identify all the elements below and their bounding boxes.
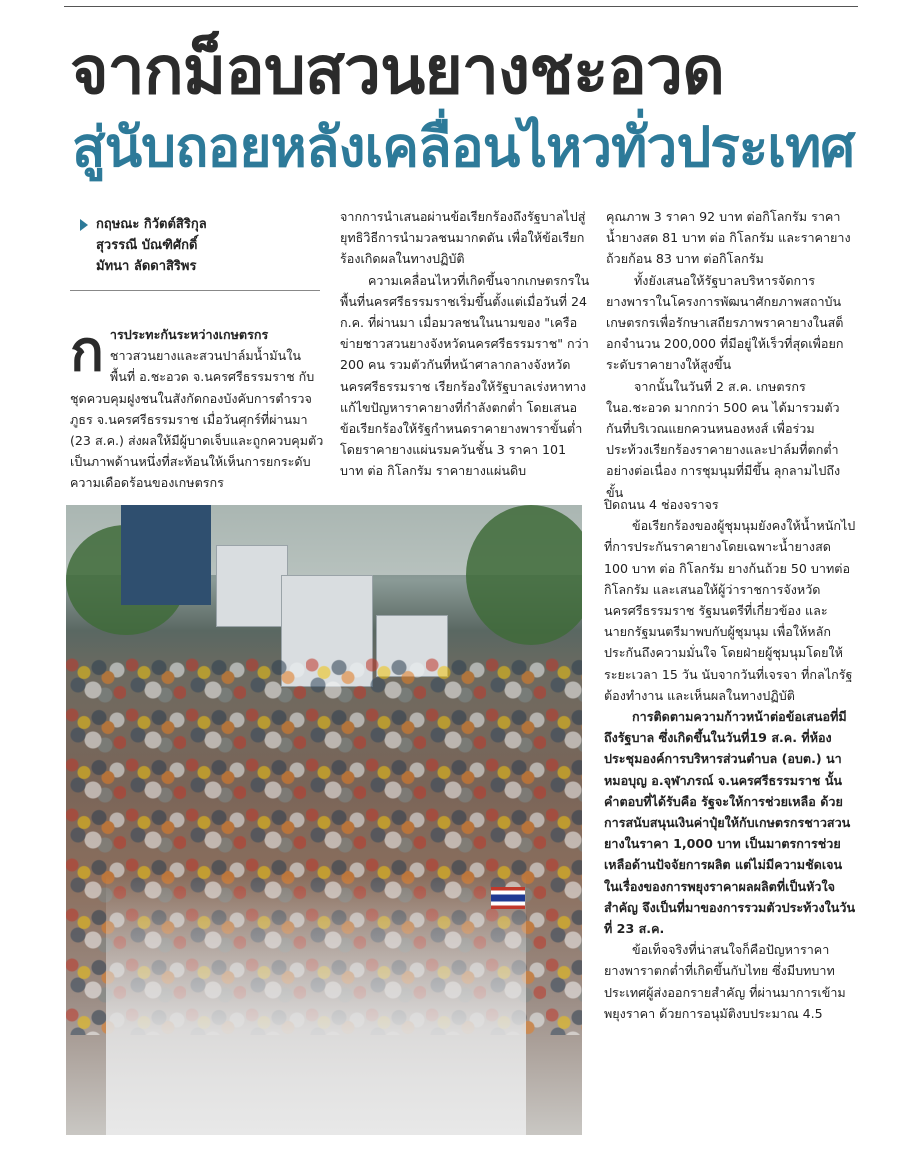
top-rule: [64, 6, 858, 7]
paragraph: ปิดถนน 4 ช่องจราจร: [604, 497, 719, 512]
photo-container-truck: [121, 505, 211, 605]
paragraph: จากการนำเสนอผ่านข้อเรียกร้องถึงรัฐบาลไปสู่ยุทธิวิธีการนำมวลชนมากดดัน เพื่อให้ข้อเรียกร้องเกิดผลในทางปฏิบัติ: [340, 209, 586, 267]
thai-flag-icon: [491, 887, 525, 909]
photo-truck: [216, 545, 288, 627]
paragraph: คุณภาพ 3 ราคา 92 บาท ต่อกิโลกรัม ราคาน้ำยางสด 81 บาท ต่อ กิโลกรัม และราคายางถ้วยก้อน 83 บาท ต่อกิโลกรัม: [606, 209, 851, 267]
paragraph: ความเคลื่อนไหวที่เกิดขึ้นจากเกษตรกรในพื้นที่นครศรีธรรมราชเริ่มขึ้นตั้งแต่เมื่อวันที่ 24 ก.ค. ที่ผ่านมา เมื่อมวลชนในนามของ "เครือข่ายชาวสวนยางจังหวัดนครศรีธรรมราช" กว่า 200 คน รวมตัวกันที่หน้าศาลากลางจังหวัดนครศรีธรรมราช เรียกร้องให้รัฐบาลเร่งหาทางแก้ไขปัญหาราคายางที่กำลังตกต่ำ โดยเสนอข้อเรียกร้องให้รัฐกำหนดราคายางพาราขั้นต่ำ โดยราคายางแผ่นรมควันชั้น 3 ราคา 101 บาท ต่อ กิโลกรัม ราคายางแผ่นดิบ: [340, 272, 590, 479]
article-column-3: [606, 206, 854, 503]
author-name: มัทนา ลัดดาสิริพร: [96, 259, 197, 274]
byline-divider: [70, 290, 320, 291]
article-column-2: [340, 206, 592, 482]
intro-paragraph: [70, 318, 326, 494]
photo-tree: [466, 505, 582, 645]
intro-lead: ารประทะกันระหว่างเกษตรกร: [109, 327, 269, 342]
paragraph: ทั้งยังเสนอให้รัฐบาลบริหารจัดการยางพาราในโครงการพัฒนาศักยภาพสถาบันเกษตรกรเพื่อรักษาเสถียรภาพราคายางในสต็อกจำนวน 200,000 ที่มีอยู่ให้เร็วที่สุดเพื่อยกระดับราคายางให้สูงขึ้น: [606, 272, 844, 373]
bold-paragraph: การติดตามความก้าวหน้าต่อข้อเสนอที่มีถึงรัฐบาล ซึ่งเกิดขึ้นในวันที่19 ส.ค. ที่ห้องประชุมองค์การบริหารส่วนตำบล (อบต.) นาหมอบุญ อ.จุฬาภรณ์ จ.นครศรีธรรมราช นั้น คำตอบที่ได้รับคือ รัฐจะให้การช่วยเหลือ ด้วยการสนับสนุนเงินค่าปุ๋ยให้กับเกษตรกรชาวสวนยางในราคา 1,000 บาท เป็นมาตรการช่วยเหลือด้านปัจจัยการผลิต แต่ไม่มีความชัดเจนในเรื่องของการพยุงราคาผลผลิตที่เป็นหัวใจสำคัญ จึงเป็นที่มาของการรวมตัวประท้วงในวันที่ 23 ส.ค.: [604, 709, 856, 937]
paragraph: ข้อเรียกร้องของผู้ชุมนุมยังคงให้น้ำหนักไปที่การประกันราคายางโดยเฉพาะน้ำยางสด 100 บาท ต่อ กิโลกรัม ยางก้นถ้วย 50 บาทต่อกิโลกรัม และเสนอให้ผู้ว่าราชการจังหวัดนครศรีธรรมราช รัฐมนตรีที่เกี่ยวข้อง และนายกรัฐมนตรีมาพบกับผู้ชุมนุม เพื่อให้หลักประกันถึงความมั่นใจ โดยฝ่ายผู้ชุมนุมโดยให้ระยะเวลา 15 วัน นับจากวันที่เจรจา ที่กลไกรัฐต้องทำงาน และเห็นผลในทางปฏิบัติ: [604, 518, 856, 703]
paragraph: ข้อเท็จจริงที่น่าสนใจก็คือปัญหาราคายางพาราตกต่ำที่เกิดขึ้นกับไทย ซึ่งมีบทบาทประเทศผู้ส่งออกรายสำคัญ ที่ผ่านมาการเข้ามพยุงราคา ด้วยการอนุมัติงบประมาณ 4.5: [604, 942, 846, 1021]
author-name: สุวรรณี บัณฑิศักดิ์: [96, 238, 198, 253]
article-column-3-continued: [604, 494, 856, 1024]
author-name: กฤษณะ กิวัตต์สิริกุล: [96, 217, 207, 232]
headline-sub: สู่นับถอยหลังเคลื่อนไหวทั่วประเทศ: [72, 115, 855, 179]
triangle-bullet-icon: [80, 219, 88, 231]
drop-cap: ก: [70, 318, 104, 384]
paragraph: จากนั้นในวันที่ 2 ส.ค. เกษตรกรในอ.ชะอวด มากกว่า 500 คน ได้มารวมตัวกันที่บริเวณแยกควนหนองหงส์ เพื่อร่วมประท้วงเรียกร้องราคายางและปาล์มที่ตกต่ำอย่างต่อเนื่อง การชุมนุมที่มีขึ้น ลุกลามไปถึงขั้น: [606, 378, 841, 500]
protest-crowd-photo: [66, 505, 582, 1135]
byline: [70, 214, 320, 277]
photo-road: [106, 875, 526, 1135]
intro-text: ชาวสวนยางและสวนปาล์มน้ำมันในพื้นที่ อ.ชะอวด จ.นครศรีธรรมราช กับชุดควบคุมฝูงชนในสังกัดกองบังคับการตำรวจภูธร จ.นครศรีธรรมราช เมื่อวันศุกร์ที่ผ่านมา (23 ส.ค.) ส่งผลให้มีผู้บาดเจ็บและถูกควบคุมตัว เป็นภาพด้านหนึ่งที่สะท้อนให้เห็นการยกระดับความเดือดร้อนของเกษตรกร: [70, 348, 324, 491]
author-names: [96, 214, 207, 277]
headline-main: จากม็อบสวนยางชะอวด: [70, 32, 724, 109]
